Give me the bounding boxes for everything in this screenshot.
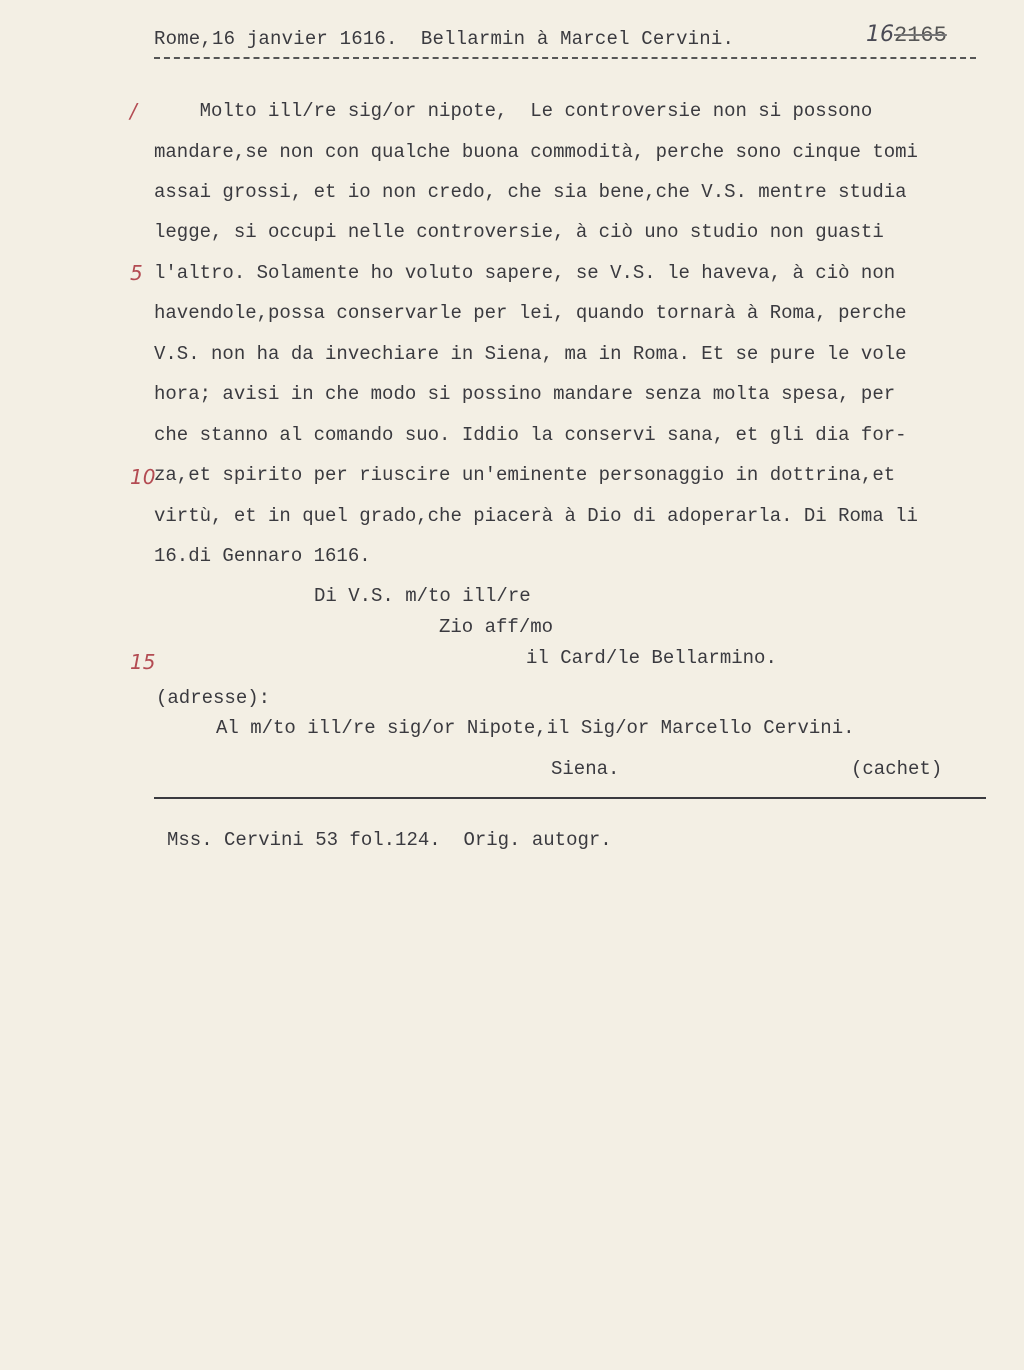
- address-seal: (cachet): [851, 758, 943, 780]
- letter-line: Molto ill/re sig/or nipote, Le controversie non si possono: [154, 100, 873, 122]
- letter-line: havendole,possa conservarle per lei, quando tornarà à Roma, perche: [154, 302, 907, 324]
- closing-signature: il Card/le Bellarmino.: [526, 647, 777, 669]
- footer-divider: [154, 797, 986, 799]
- margin-number-10: 10: [130, 465, 156, 489]
- address-line: Al m/to ill/re sig/or Nipote,il Sig/or Marcello Cervini.: [216, 717, 855, 739]
- letter-line: legge, si occupi nelle controversie, à ciò uno studio non guasti: [154, 221, 884, 243]
- letter-line: 16.di Gennaro 1616.: [154, 545, 371, 567]
- closing-relation: Zio aff/mo: [439, 616, 554, 638]
- page-number: [866, 22, 947, 48]
- margin-number-1: /: [130, 99, 137, 123]
- header-divider: [154, 57, 976, 59]
- address-label: (adresse):: [156, 687, 271, 709]
- letter-line: hora; avisi in che modo si possino mandare senza molta spesa, per: [154, 383, 896, 405]
- margin-number-15: 15: [130, 650, 156, 674]
- letter-line: assai grossi, et io non credo, che sia bene,che V.S. mentre studia: [154, 181, 907, 203]
- margin-number-5: 5: [130, 261, 143, 285]
- letter-line: mandare,se non con qualche buona commodità, perche sono cinque tomi: [154, 141, 918, 163]
- letter-line: za,et spirito per riuscire un'eminente personaggio in dottrina,et: [154, 464, 896, 486]
- manuscript-reference: Mss. Cervini 53 fol.124. Orig. autogr.: [167, 829, 612, 851]
- letter-line: virtù, et in quel grado,che piacerà à Dio di adoperarla. Di Roma li: [154, 505, 918, 527]
- letter-line: V.S. non ha da invechiare in Siena, ma in Roma. Et se pure le vole: [154, 343, 907, 365]
- address-city: Siena.: [551, 758, 620, 780]
- letter-line: che stanno al comando suo. Iddio la conservi sana, et gli dia for-: [154, 424, 907, 446]
- document-header: Rome,16 janvier 1616. Bellarmin à Marcel Cervini.: [154, 28, 735, 50]
- letter-line: l'altro. Solamente ho voluto sapere, se V.S. le haveva, à ciò non: [154, 262, 896, 284]
- page-number-typed: 2165: [894, 23, 947, 48]
- page-number-handwritten: 16: [866, 22, 894, 47]
- closing-salutation: Di V.S. m/to ill/re: [314, 585, 531, 607]
